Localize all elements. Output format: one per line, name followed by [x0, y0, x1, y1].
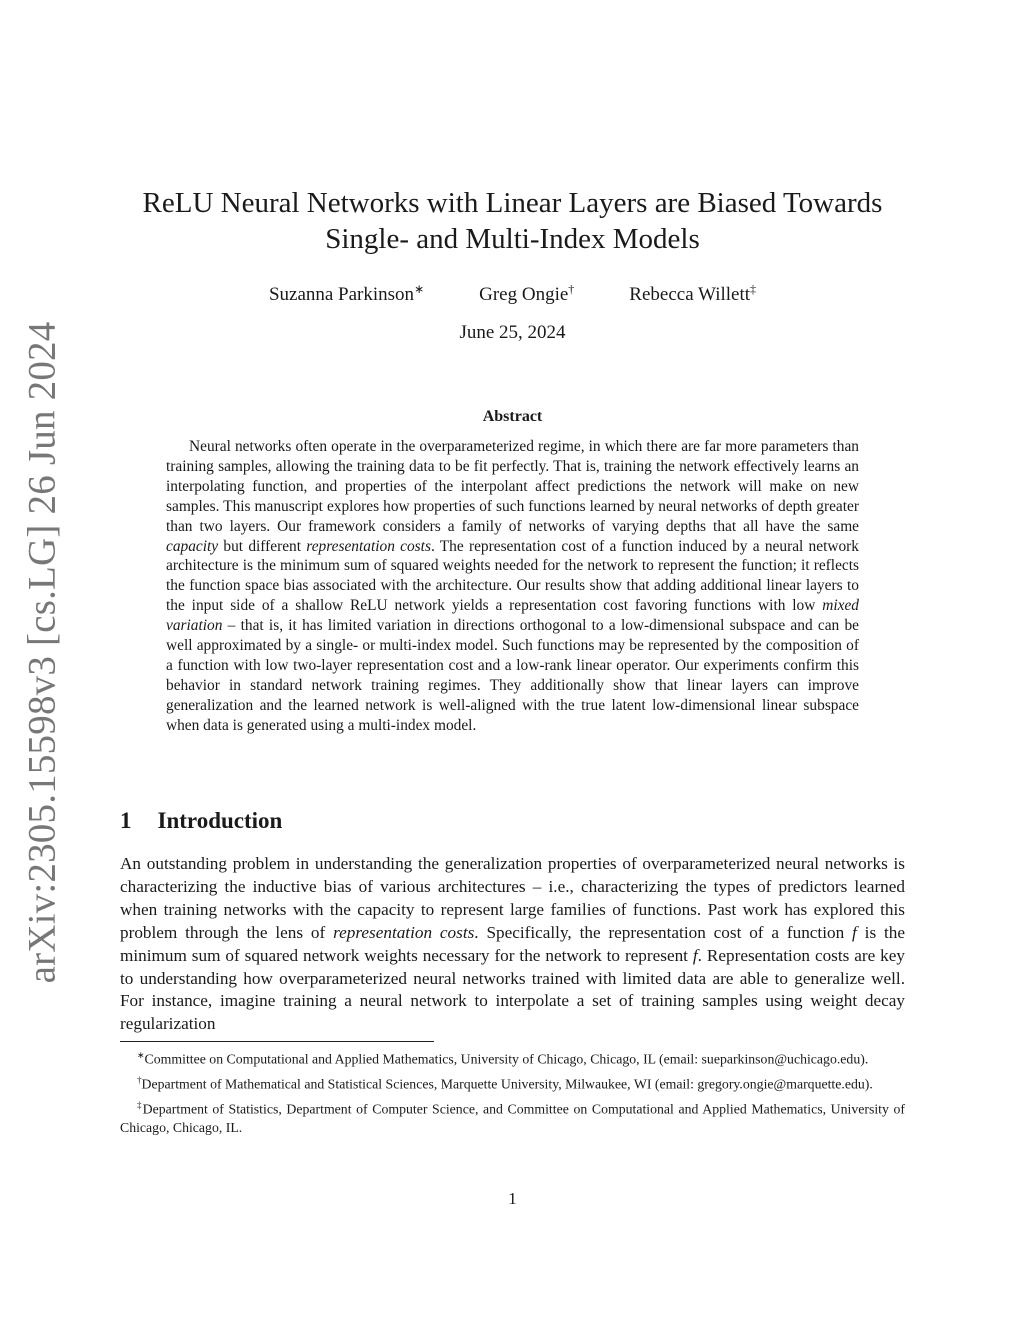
math-symbol: f — [852, 922, 857, 942]
abstract-text: Neural networks often operate in the overparameterized regime, in which there are far more parameters than training samples, allowing the training data to be fit perfectly. That is, training the network effectively learns an interpolating function, and properties of the interpolant affect predictions the network will make on new samples. This manuscript explores how properties of such functions learned by neural networks of depth greater than two layers. Our framework considers a family of networks of varying depths that all have the same — [166, 438, 859, 535]
author — [269, 284, 424, 306]
paper-date: June 25, 2024 — [459, 322, 566, 343]
abstract-body — [166, 437, 859, 736]
body-text: An outstanding problem in understanding the generalization properties of overparameterized neural networks is characterizing the inductive bias of various architectures – i.e., characterizing the types of predictors learned when training networks with the capacity to represent large families of functions. Past work has explored this problem through the lens of — [120, 854, 905, 942]
author-footnote-mark: ‡ — [750, 282, 757, 296]
footnote — [120, 1071, 905, 1094]
body-text: . Representation costs are key to understanding how overparameterized neural networks trained with limited data are able to generalize well. For instance, imagine training a neural network to interpolate a set of training samples using weight decay regularization — [120, 945, 906, 1034]
footnotes — [120, 1046, 905, 1139]
abstract-text: . The representation cost of a function induced by a neural network architecture is the minimum sum of squared weights needed for the network to represent the function; it reflects the function space bias associated with the architecture. Our results show that adding additional linear layers to the input side of a shallow ReLU network yields a representation cost favoring functions with low — [166, 537, 859, 615]
author-name: Rebecca Willett — [629, 284, 751, 305]
footnote — [120, 1096, 905, 1138]
abstract-emphasis: mixed variation — [166, 597, 859, 635]
footnote-mark: ‡ — [137, 1099, 143, 1110]
section-title: Introduction — [157, 808, 283, 833]
footnote-text: Department of Statistics, Department of Computer Science, and Committee on Computational and Applied Mathematics, University of Chicago, Chicago, IL. — [120, 1101, 906, 1136]
paper-title — [120, 185, 905, 257]
author-list — [120, 284, 905, 306]
abstract-text: – that is, it has limited variation in directions orthogonal to a low-dimensional subspace and can be well approximated by a single- or multi-index model. Such functions may be represented by the composition of a function with low two-layer representation cost and a low-rank linear operator. Our experiments confirm this behavior in standard network training regimes. They additionally show that linear layers can improve generalization and the learned network is well-aligned with the true latent low-dimensional linear subspace when data is generated using a multi-index model. — [166, 617, 859, 734]
math-symbol: f — [692, 945, 698, 965]
author-footnote-mark: † — [568, 282, 575, 296]
footnote-rule — [120, 1041, 434, 1042]
author — [479, 284, 574, 306]
intro-paragraph — [120, 853, 905, 1036]
abstract-heading: Abstract — [482, 408, 543, 425]
author — [629, 284, 756, 306]
footnote-mark: ∗ — [137, 1050, 145, 1060]
footnote-text: Committee on Computational and Applied Mathematics, University of Chicago, Chicago, IL (email: sueparkinson@uchicago.edu). — [144, 1051, 869, 1067]
title-line-1: ReLU Neural Networks with Linear Layers are Biased Towards — [142, 187, 883, 219]
body-emphasis: representation costs — [333, 922, 475, 942]
author-name: Greg Ongie — [479, 284, 569, 305]
author-name: Suzanna Parkinson — [268, 284, 415, 305]
page-number: 1 — [508, 1189, 517, 1208]
body-text: . Specifically, the representation cost of a function — [474, 922, 853, 942]
abstract-text: but different — [218, 537, 307, 555]
footnote-mark: † — [137, 1074, 142, 1085]
author-footnote-mark: ∗ — [414, 282, 425, 296]
section-number: 1 — [120, 808, 132, 833]
body-text: is the minimum sum of squared network weights necessary for the network to represent — [120, 922, 906, 965]
footnote — [120, 1046, 905, 1069]
section-heading — [120, 808, 282, 834]
arxiv-sidebar-stamp — [8, 321, 76, 983]
title-line-2: Single- and Multi-Index Models — [325, 223, 700, 255]
footnote-text: Department of Mathematical and Statistical Sciences, Marquette University, Milwaukee, WI (email: gregory.ongie@marquette.edu). — [141, 1076, 873, 1092]
abstract-emphasis: representation costs — [306, 537, 431, 555]
abstract-emphasis: capacity — [166, 537, 219, 555]
arxiv-id: arXiv:2305.15598v3 [cs.LG] 26 Jun 2024 — [20, 321, 64, 983]
